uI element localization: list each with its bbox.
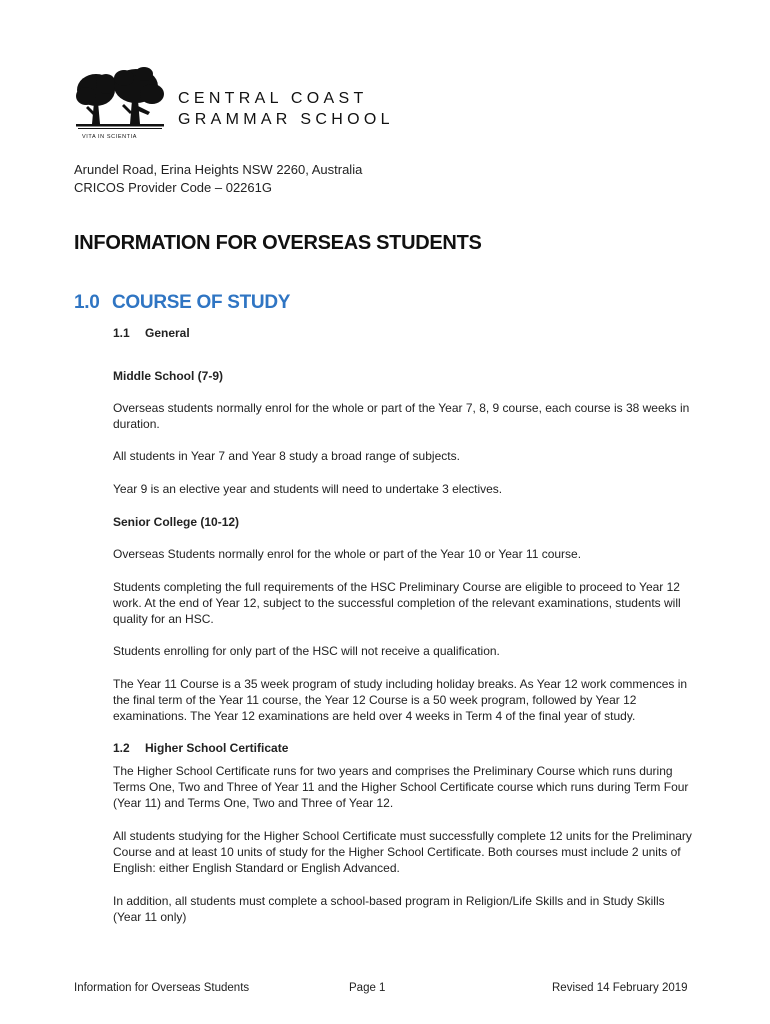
school-name-line-2: GRAMMAR SCHOOL: [178, 111, 394, 128]
paragraph: In addition, all students must complete a school-based program in Religion/Life Skills and in Study Skills (Year 11 only): [113, 894, 665, 924]
school-name: [178, 88, 394, 130]
school-logo: [74, 66, 434, 148]
section-body: [113, 325, 693, 925]
subsection-heading-general: [113, 325, 693, 341]
paragraph: Year 9 is an elective year and students will need to undertake 3 electives.: [113, 482, 503, 496]
school-motto: VITA IN SCIENTIA: [82, 134, 138, 140]
paragraph: All students studying for the Higher School Certificate must successfully complete 12 units for the Preliminary Course and at least 10 units of study for the Higher School Certificate. Both courses must include 2 units of English: either English Standard or English Advanced.: [113, 829, 692, 875]
subsection-heading-hsc: [113, 740, 693, 756]
section-number: 1.0: [74, 292, 100, 313]
tree-logo-icon: [74, 66, 166, 144]
section-title: COURSE OF STUDY: [112, 292, 291, 313]
document-title: INFORMATION FOR OVERSEAS STUDENTS: [74, 232, 482, 254]
subsection-title: General: [145, 326, 190, 340]
subsection-title: Higher School Certificate: [145, 741, 289, 755]
school-name-line-1: CENTRAL COAST: [178, 90, 368, 107]
page-number: Page 1: [349, 982, 386, 994]
paragraph: Students completing the full requirements of the HSC Preliminary Course are eligible to proceed to Year 12 work. At the end of Year 12, subject to the successful completion of the relevant examinations, students will quality for an HSC.: [113, 580, 681, 626]
section-heading: [74, 292, 290, 314]
paragraph: All students in Year 7 and Year 8 study a broad range of subjects.: [113, 449, 460, 463]
address-block: [74, 161, 362, 197]
paragraph: The Year 11 Course is a 35 week program of study including holiday breaks. As Year 12 work commences in the final term of the Year 11 course, the Year 12 Course is a 50 week program, followed by Year 12 examinations. The Year 12 examinations are held over 4 weeks in Term 4 of the final year of study.: [113, 677, 688, 723]
senior-college-heading: Senior College (10-12): [113, 515, 240, 529]
cricos-code: CRICOS Provider Code – 02261G: [74, 180, 272, 195]
middle-school-heading: Middle School (7-9): [113, 369, 224, 383]
paragraph: Overseas students normally enrol for the whole or part of the Year 7, 8, 9 course, each course is 38 weeks in duration.: [113, 401, 690, 431]
paragraph: Overseas Students normally enrol for the whole or part of the Year 10 or Year 11 course.: [113, 547, 582, 561]
subsection-number: 1.2: [113, 741, 130, 755]
footer-left: Information for Overseas Students: [74, 982, 250, 994]
paragraph: The Higher School Certificate runs for two years and comprises the Preliminary Course which runs during Terms One, Two and Three of Year 11 and the Higher School Certificate course which runs during Term Four (Year 11) and Terms One, Two and Three of Year 12.: [113, 764, 689, 810]
subsection-number: 1.1: [113, 326, 130, 340]
street-address: Arundel Road, Erina Heights NSW 2260, Australia: [74, 162, 363, 177]
paragraph: Students enrolling for only part of the HSC will not receive a qualification.: [113, 644, 500, 658]
revision-date: Revised 14 February 2019: [552, 982, 688, 994]
